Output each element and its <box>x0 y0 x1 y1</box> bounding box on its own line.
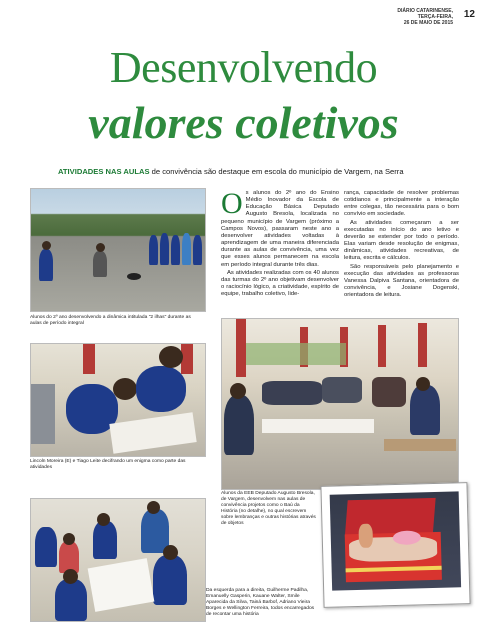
history-chest-image <box>330 491 461 590</box>
paragraph-2: As atividades realizadas com os 40 alunos das turmas do 2º ano objetivam desenvolver o raciocínio lógico, a criatividade, espírito de equipe, trabalho coletivo, lide- <box>221 269 339 298</box>
paragraph-3: rança, capacidade de resolver problemas cotidianos e principalmente a interação entre colegas, tão necessária para o bom convívio em sociedade. <box>344 190 459 218</box>
photo-outdoor-dynamic <box>30 188 206 312</box>
paragraph-5: São responsáveis pelo planejamento e execução das atividades as professoras Vanessa Dalpiva Santana, orientadora de convivência, e Josiane Dogenski, orientadora de leitura. <box>344 263 459 299</box>
headline-line-2: valores coletivos <box>88 97 399 148</box>
photo-students-deciphering <box>30 343 206 457</box>
page-number: 12 <box>463 9 475 20</box>
photo-classroom <box>221 318 459 490</box>
paragraph-1 <box>221 187 339 269</box>
photo-history-chest <box>320 482 470 608</box>
caption-photo-4: Da esquerda para a direita, Guilherme Padilha, Emanuelly Gasperin, Kauane Walter, Smile Aparecida da Silva, Tainá Barbof, Adriano Vieira Borges e Wellington Ferreira, todos encarregados de recontar uma história <box>206 588 315 618</box>
photo-story-group <box>30 498 206 622</box>
paragraph-1-text: s alunos do 2º ano do Ensino Médio Inovador da Escola de Educação Básica Deputado Augusto Bresola, localizada no pequeno município de Vargem (próximo a Campos Novos), passaram neste ano a desenvolver atividades voltadas à aprendizagem de uma maneira diferenciada durante as aulas de convivência, uma vez que esses alunos permanecem na escola em período integral durante três dias. <box>221 190 339 268</box>
deck-text: de convivência são destaque em escola do município de Vargem, na Serra <box>149 167 404 176</box>
caption-photo-1: Alunos do 2º ano desenvolvendo a dinâmica intitulada "2 ilhas" durante as aulas de período integral <box>30 315 191 327</box>
caption-photo-2: Lincoln Moreira (E) e Tiago Leite decifrando um enigma como parte das atividades <box>30 459 186 471</box>
newspaper-name: DIÁRIO CATARINENSE, <box>397 8 453 14</box>
deck-lead: ATIVIDADES NAS AULAS <box>58 167 150 176</box>
drop-cap: O <box>221 187 243 220</box>
article-column-1 <box>221 187 339 299</box>
paragraph-4: As atividades começaram a ser executadas no início do ano letivo e deverão se estender por todo o período. Elas variam desde resolução de enigmas, dinâmicas, atividades recreativas, de leitura, escrita e cálculos. <box>344 219 459 262</box>
edition-info <box>397 8 453 26</box>
headline-line-1: Desenvolvendo <box>109 43 378 92</box>
weekday: TERÇA-FEIRA, <box>417 14 453 20</box>
caption-photo-3: Alunos da EEB Deputado Augusto Bresola, de Vargem, desenvolvem nas aulas de convivência projetos como o Baú da História (no detalhe), no qual escrevem sobre lembranças e outras histórias através de objetos <box>221 491 316 527</box>
article-deck <box>58 167 404 176</box>
date: 26 DE MAIO DE 2015 <box>403 20 453 26</box>
article-column-2 <box>344 190 459 300</box>
